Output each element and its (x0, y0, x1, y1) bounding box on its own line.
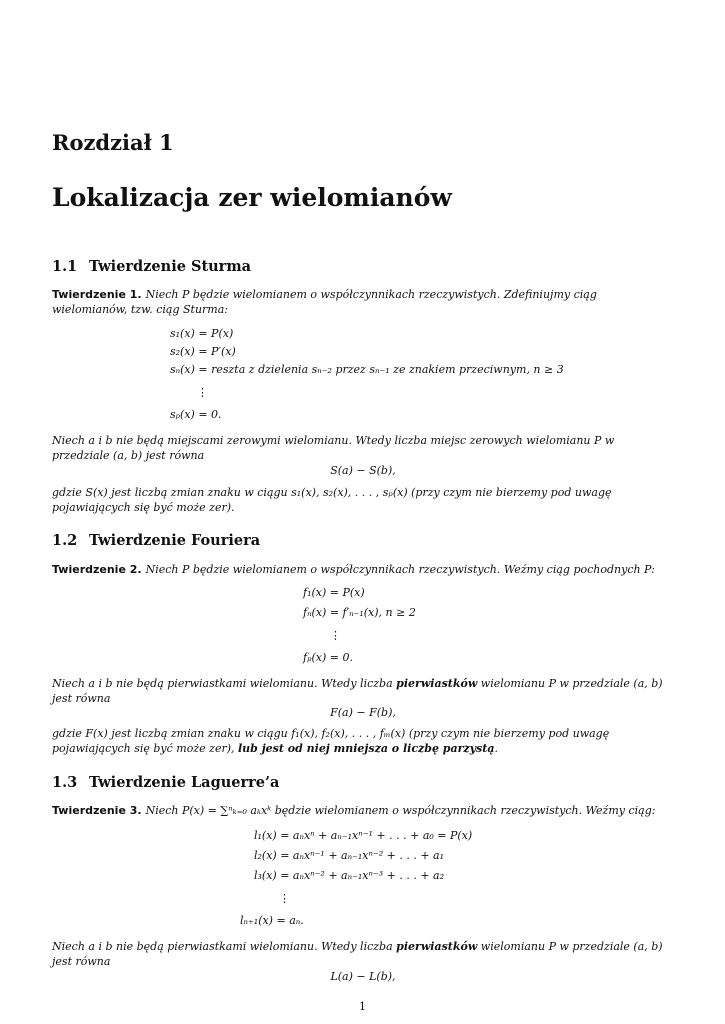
theorem-fourier (52, 562, 674, 577)
section-title: Twierdzenie Fouriera (89, 532, 261, 549)
equation: fₚ(x) = 0. (303, 651, 353, 664)
paragraph (52, 939, 674, 969)
equation: l₃(x) = aₙxⁿ⁻² + aₙ₋₁xⁿ⁻³ + . . . + a₂ (254, 869, 445, 882)
vertical-ellipsis: ⋮ (279, 892, 290, 905)
equation: l₁(x) = aₙxⁿ + aₙ₋₁xⁿ⁻¹ + . . . + a₀ = P(x) (254, 829, 473, 842)
section-number: 1.1 (52, 258, 78, 275)
section-title: Twierdzenie Laguerre’a (89, 774, 280, 791)
section-heading-sturm (52, 258, 251, 275)
theorem-label: Twierdzenie 1. (52, 288, 142, 301)
section-heading-laguerre (52, 774, 279, 791)
theorem-text: Niech P będzie wielomianem o współczynnikach rzeczywistych. Weźmy ciąg pochodnych P: (145, 563, 655, 576)
paragraph (52, 726, 674, 756)
equation: s₂(x) = P′(x) (170, 345, 236, 358)
equation: l₂(x) = aₙxⁿ⁻¹ + aₙ₋₁xⁿ⁻² + . . . + a₁ (254, 849, 445, 862)
section-number: 1.3 (52, 774, 78, 791)
chapter-label: Rozdział 1 (52, 130, 174, 155)
equation: sₚ(x) = 0. (170, 408, 222, 421)
equation: s₁(x) = P(x) (170, 327, 234, 340)
section-number: 1.2 (52, 532, 78, 549)
theorem-label: Twierdzenie 3. (52, 804, 142, 817)
text-run: wielomianu P w przedziale (a, b) jest równa (52, 677, 663, 705)
page-number: 1 (359, 1000, 366, 1013)
theorem-laguerre (52, 803, 674, 818)
text-run: Niech a i b nie będą pierwiastkami wielomianu. Wtedy liczba (52, 677, 397, 690)
theorem-text: Niech P(x) = ∑ⁿₖ₌₀ aₖxᵏ będzie wielomianem o współczynnikach rzeczywistych. Weźmy ciąg: (145, 804, 656, 817)
paragraph: Niech a i b nie będą miejscami zerowymi wielomianu. Wtedy liczba miejsc zerowych wielomianu P w przedziale (a, b) jest równa (52, 434, 615, 462)
theorem-text: Niech P będzie wielomianem o współczynnikach rzeczywistych. Zdefiniujmy ciąg wielomianów, tzw. ciąg Sturma: (52, 288, 597, 316)
equation: f₁(x) = P(x) (303, 586, 365, 599)
text-run: Niech a i b nie będą pierwiastkami wielomianu. Wtedy liczba (52, 940, 397, 953)
vertical-ellipsis: ⋮ (330, 629, 341, 642)
paragraph: gdzie S(x) jest liczbą zmian znaku w ciągu s₁(x), s₂(x), . . . , sₚ(x) (przy czym nie bierzemy pod uwagę pojawiających się być może zer). (52, 486, 612, 514)
equation: lₙ₊₁(x) = aₙ. (240, 914, 304, 927)
equation: sₙ(x) = reszta z dzielenia sₙ₋₂ przez sₙ₋₁ ze znakiem przeciwnym, n ≥ 3 (170, 363, 564, 376)
bold-term: pierwiastków (396, 677, 478, 690)
section-heading-fourier (52, 532, 260, 549)
equation: fₙ(x) = f′ₙ₋₁(x), n ≥ 2 (303, 606, 416, 619)
bold-term: pierwiastków (396, 940, 478, 953)
display-formula: L(a) − L(b), (330, 970, 396, 983)
text-run: gdzie F(x) jest liczbą zmian znaku w ciągu f₁(x), f₂(x), . . . , fₘ(x) (przy czym nie bierzemy pod uwagę pojawiających się być może zer), (52, 727, 610, 755)
section-title: Twierdzenie Sturma (89, 258, 252, 275)
bold-phrase: lub jest od niej mniejsza o liczbę parzystą (238, 742, 495, 755)
chapter-title: Lokalizacja zer wielomianów (52, 183, 452, 212)
text-run: . (494, 742, 498, 755)
text-run: wielomianu P w przedziale (a, b) jest równa (52, 940, 663, 968)
theorem-sturm (52, 287, 674, 317)
theorem-label: Twierdzenie 2. (52, 563, 142, 576)
display-formula: S(a) − S(b), (330, 464, 396, 477)
display-formula: F(a) − F(b), (330, 706, 396, 719)
paragraph (52, 676, 674, 706)
vertical-ellipsis: ⋮ (197, 386, 208, 399)
